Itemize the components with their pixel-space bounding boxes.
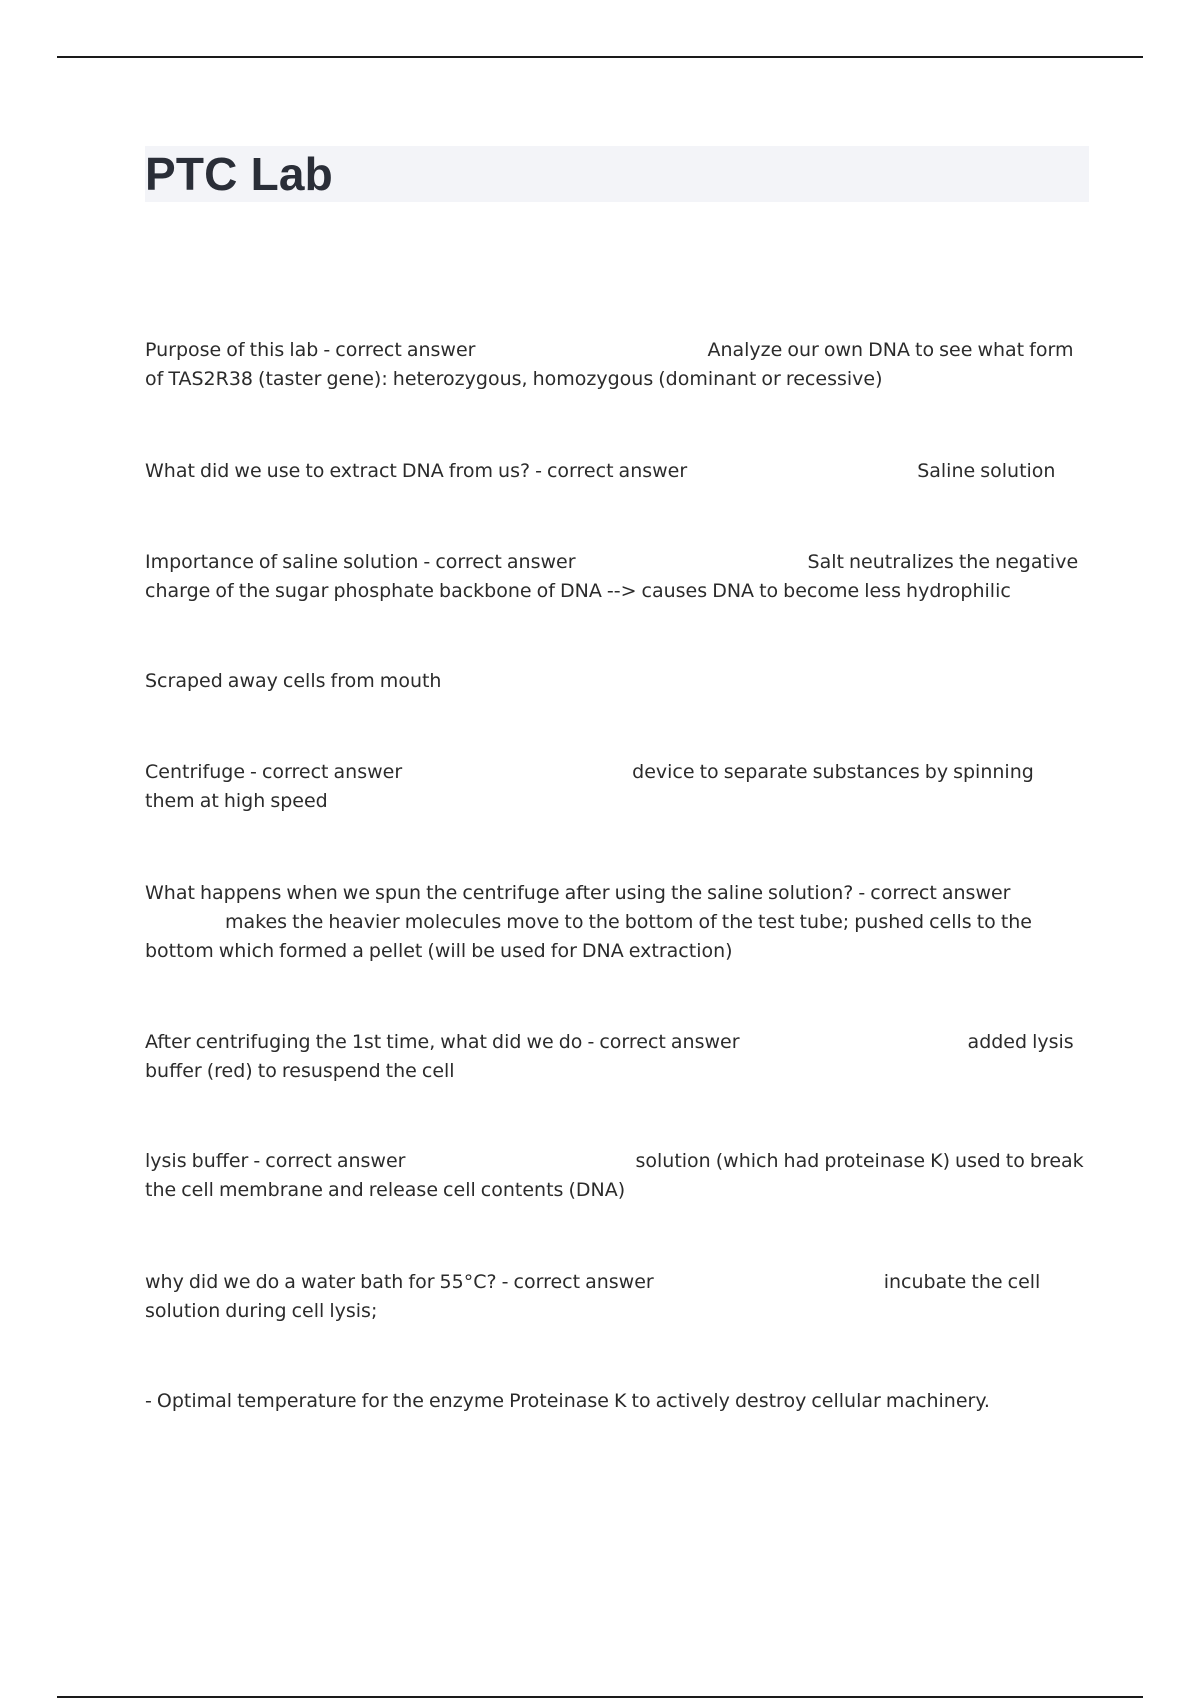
answer-text: Scraped away cells from mouth (145, 670, 442, 692)
answer-text: makes the heavier molecules move to the bottom of the test tube; pushed cells to the bottom which formed a pellet (will be used for DNA extraction) (145, 911, 1033, 962)
question-text: Purpose of this lab - correct answer (145, 339, 476, 361)
answer-text: Saline solution (917, 460, 1056, 482)
answer-text: device to separate substances by spinning them at high speed (145, 761, 1034, 812)
question-text: What happens when we spun the centrifuge after using the saline solution? - correct answer (145, 882, 1011, 904)
qa-entry-centrifuge-result (145, 879, 1085, 966)
qa-entry-water-bath (145, 1268, 1085, 1326)
bottom-rule (57, 1696, 1143, 1698)
answer-text: solution (which had proteinase K) used to break the cell membrane and release cell contents (DNA) (145, 1150, 1084, 1201)
answer-text: added lysis buffer (red) to resuspend the cell (145, 1031, 1074, 1082)
qa-entry-extract-dna (145, 457, 1085, 486)
answer-text: - Optimal temperature for the enzyme Proteinase K to actively destroy cellular machinery. (145, 1390, 990, 1412)
question-text: Importance of saline solution - correct answer (145, 551, 576, 573)
qa-entry-centrifuge (145, 758, 1085, 816)
qa-entry-purpose (145, 336, 1085, 394)
question-text: lysis buffer - correct answer (145, 1150, 406, 1172)
top-rule (57, 56, 1143, 58)
qa-entry-optimal-temperature (145, 1387, 1085, 1416)
answer-text: Salt neutralizes the negative charge of the sugar phosphate backbone of DNA --> causes DNA to become less hydrophilic (145, 551, 1079, 602)
qa-entry-scraped-cells (145, 667, 1085, 696)
qa-entry-after-centrifuging (145, 1028, 1085, 1086)
qa-entry-saline-importance (145, 548, 1085, 606)
question-text: why did we do a water bath for 55°C? - correct answer (145, 1271, 654, 1293)
answer-text: Analyze our own DNA to see what form of TAS2R38 (taster gene): heterozygous, homozygous (dominant or recessive) (145, 339, 1074, 390)
page-title: PTC Lab (145, 148, 333, 200)
question-text: Centrifuge - correct answer (145, 761, 403, 783)
question-text: What did we use to extract DNA from us? - correct answer (145, 460, 688, 482)
answer-text: incubate the cell solution during cell lysis; (145, 1271, 1041, 1322)
question-text: After centrifuging the 1st time, what did we do - correct answer (145, 1031, 740, 1053)
qa-entry-lysis-buffer (145, 1147, 1085, 1205)
